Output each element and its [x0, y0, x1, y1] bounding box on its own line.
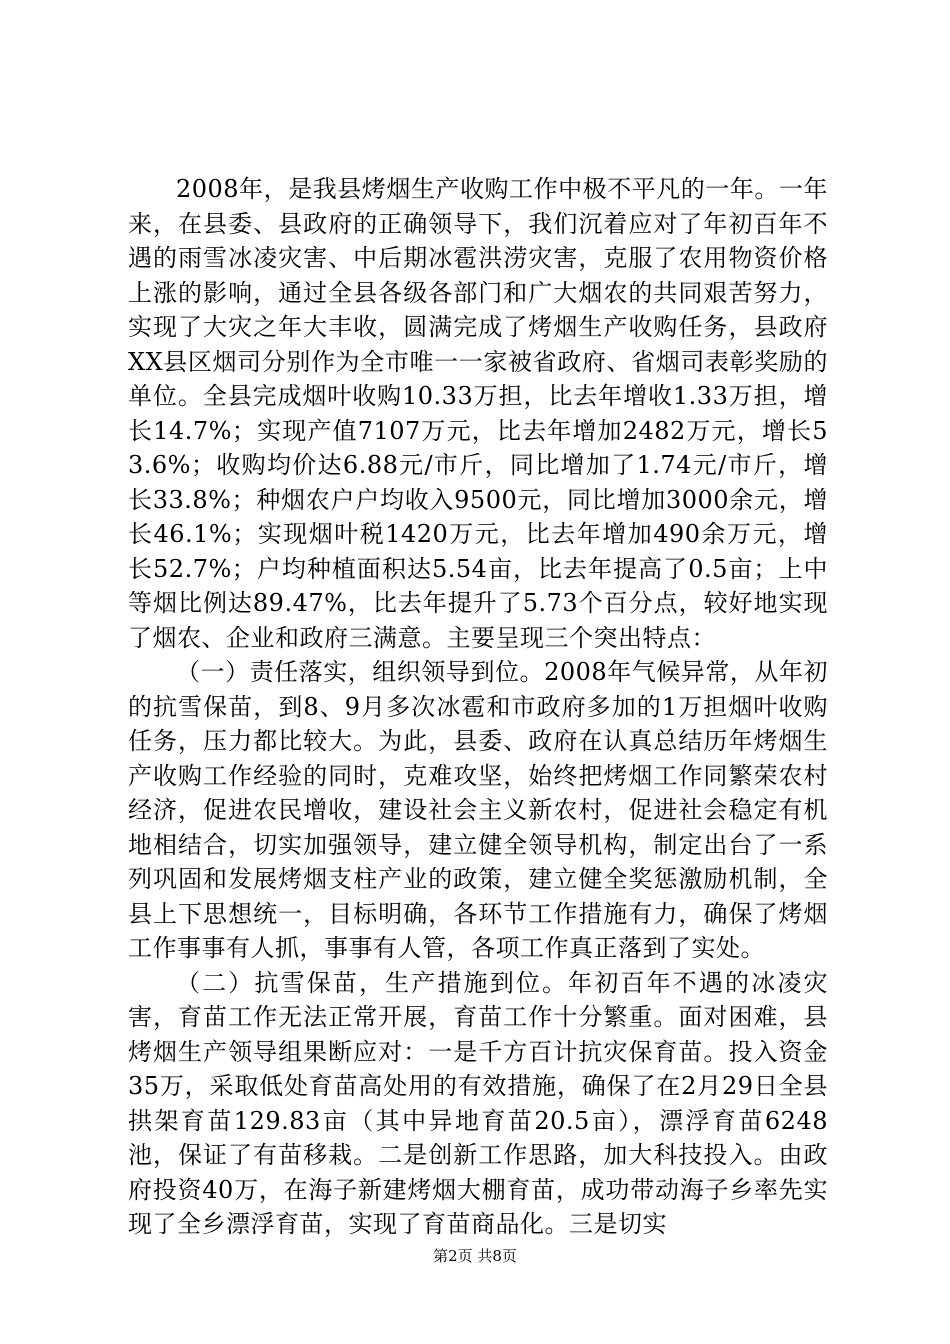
paragraph-intro: 2008年，是我县烤烟生产收购工作中极不平凡的一年。一年来，在县委、县政府的正确领导下，我们沉着应对了年初百年不遇的雨雪冰凌灾害、中后期冰雹洪涝灾害，克服了农用物资价格上涨的影响，通过全县各级各部门和广大烟农的共同艰苦努力，实现了大灾之年大丰收，圆满完成了烤烟生产收购任务，县政府XX县区烟司分别作为全市唯一一家被省政府、省烟司表彰奖励的单位。全县完成烟叶收购10.33万担，比去年增收1.33万担，增长14.7%；实现产值7107万元，比去年增加2482万元，增长53.6%；收购均价达6.88元/市斤，同比增加了1.74元/市斤，增长33.8%；种烟农户户均收入9500元，同比增加3000余元，增长46.1%；实现烟叶税1420万元，比去年增加490余万元，增长52.7%；户均种植面积达5.54亩，比去年提高了0.5亩；上中等烟比例达89.47%，比去年提升了5.73个百分点，较好地实现了烟农、企业和政府三满意。主要呈现三个突出特点： [128, 175, 828, 652]
paragraph-section-1: （一）责任落实，组织领导到位。2008年气候异常，从年初的抗雪保苗，到8、9月多次冰雹和市政府多加的1万担烟叶收购任务，压力都比较大。为此，县委、政府在认真总结历年烤烟生产收购工作经验的同时，克难攻坚，始终把烤烟工作同繁荣农村经济，促进农民增收，建设社会主义新农村，促进社会稳定有机地相结合，切实加强领导，建立健全领导机构，制定出台了一系列巩固和发展烤烟支柱产业的政策，建立健全奖惩激励机制，全县上下思想统一，目标明确，各环节工作措施有力，确保了烤烟工作事事有人抓，事事有人管，各项工作真正落到了实处。 [128, 658, 828, 962]
document-body [128, 172, 828, 1242]
paragraph-section-2: （二）抗雪保苗，生产措施到位。年初百年不遇的冰凌灾害，育苗工作无法正常开展，育苗工作十分繁重。面对困难，县烤烟生产领导组果断应对：一是千方百计抗灾保育苗。投入资金35万，采取低处育苗高处用的有效措施，确保了在2月29日全县拱架育苗129.83亩（其中异地育苗20.5亩），漂浮育苗6248池，保证了有苗移栽。二是创新工作思路，加大科技投入。由政府投资40万，在海子新建烤烟大棚育苗，成功带动海子乡率先实现了全乡漂浮育苗，实现了育苗商品化。三是切实 [128, 968, 828, 1238]
page-number-footer: 第2页 共8页 [433, 1247, 517, 1265]
